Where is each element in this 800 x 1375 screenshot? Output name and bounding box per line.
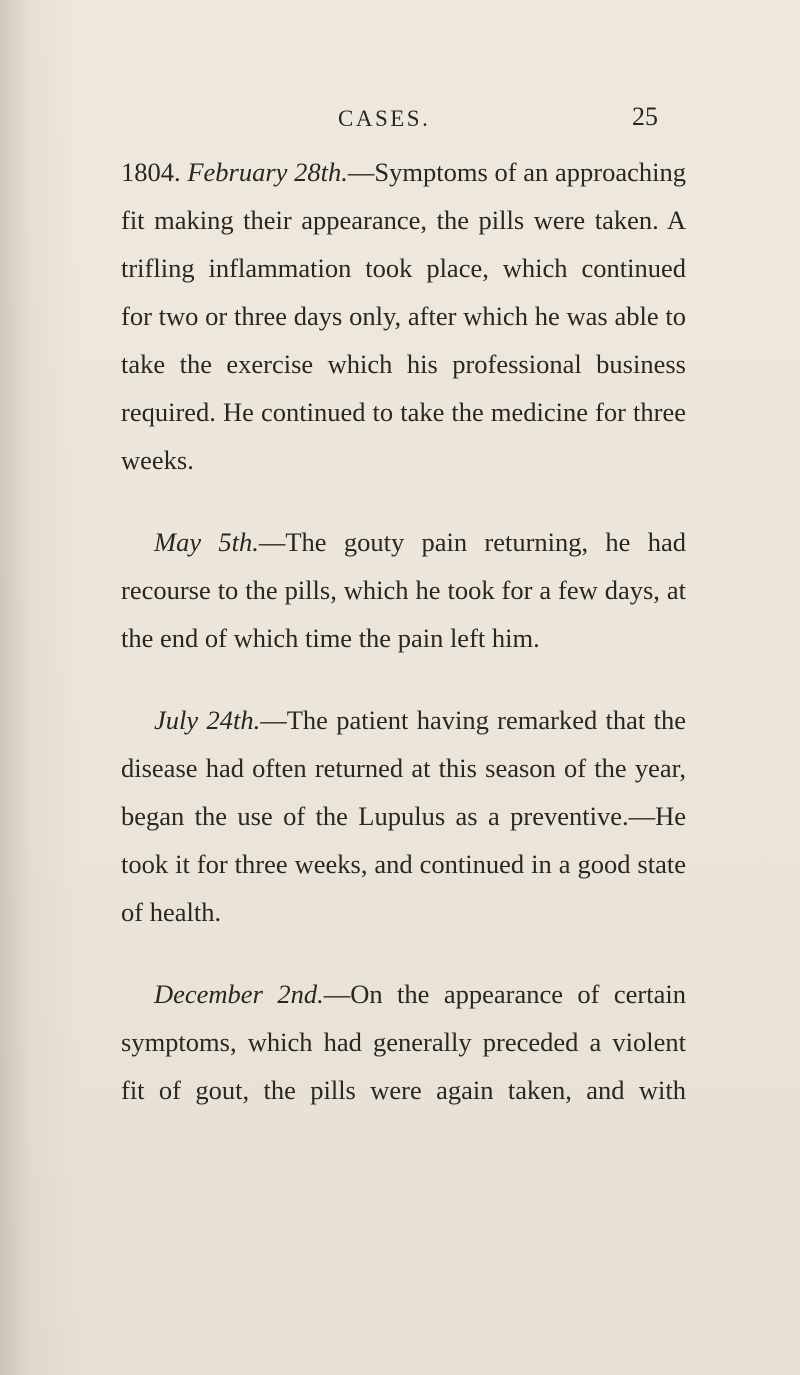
page-header bbox=[0, 100, 800, 140]
entry-date: February 28th. bbox=[187, 157, 348, 187]
entry-1804-february bbox=[121, 148, 686, 484]
paragraph-gap bbox=[121, 662, 686, 696]
text-block bbox=[121, 148, 686, 1114]
entry-text: —On the appearance of certain symptoms, which had generally preceded a violent fit of gout, the pills were again taken, and with bbox=[121, 979, 686, 1105]
paragraph-gap bbox=[121, 484, 686, 518]
running-head: CASES. bbox=[338, 106, 431, 131]
entry-text: —The gouty pain returning, he had recourse to the pills, which he took for a few days, at the end of which time the pain left him. bbox=[121, 527, 686, 653]
entry-date: May 5th. bbox=[154, 527, 259, 557]
entry-date: July 24th. bbox=[154, 705, 261, 735]
entry-text: —The patient having remarked that the disease had often returned at this season of the year, began the use of the Lupulus as a preventive.—He took it for three weeks, and continued in a good state of health. bbox=[121, 705, 686, 927]
entry-may bbox=[121, 518, 686, 662]
entry-date: December 2nd. bbox=[154, 979, 324, 1009]
page-number: 25 bbox=[632, 102, 658, 131]
entry-december bbox=[121, 970, 686, 1114]
entry-year: 1804. bbox=[121, 157, 181, 187]
entry-july bbox=[121, 696, 686, 936]
paragraph-gap bbox=[121, 936, 686, 970]
entry-text: —Symptoms of an approaching fit making their appearance, the pills were taken. A trifling inflammation took place, which continued for two or three days only, after which he was able to take the exercise which his professional business required. He continued to take the medicine for three weeks. bbox=[121, 157, 686, 475]
